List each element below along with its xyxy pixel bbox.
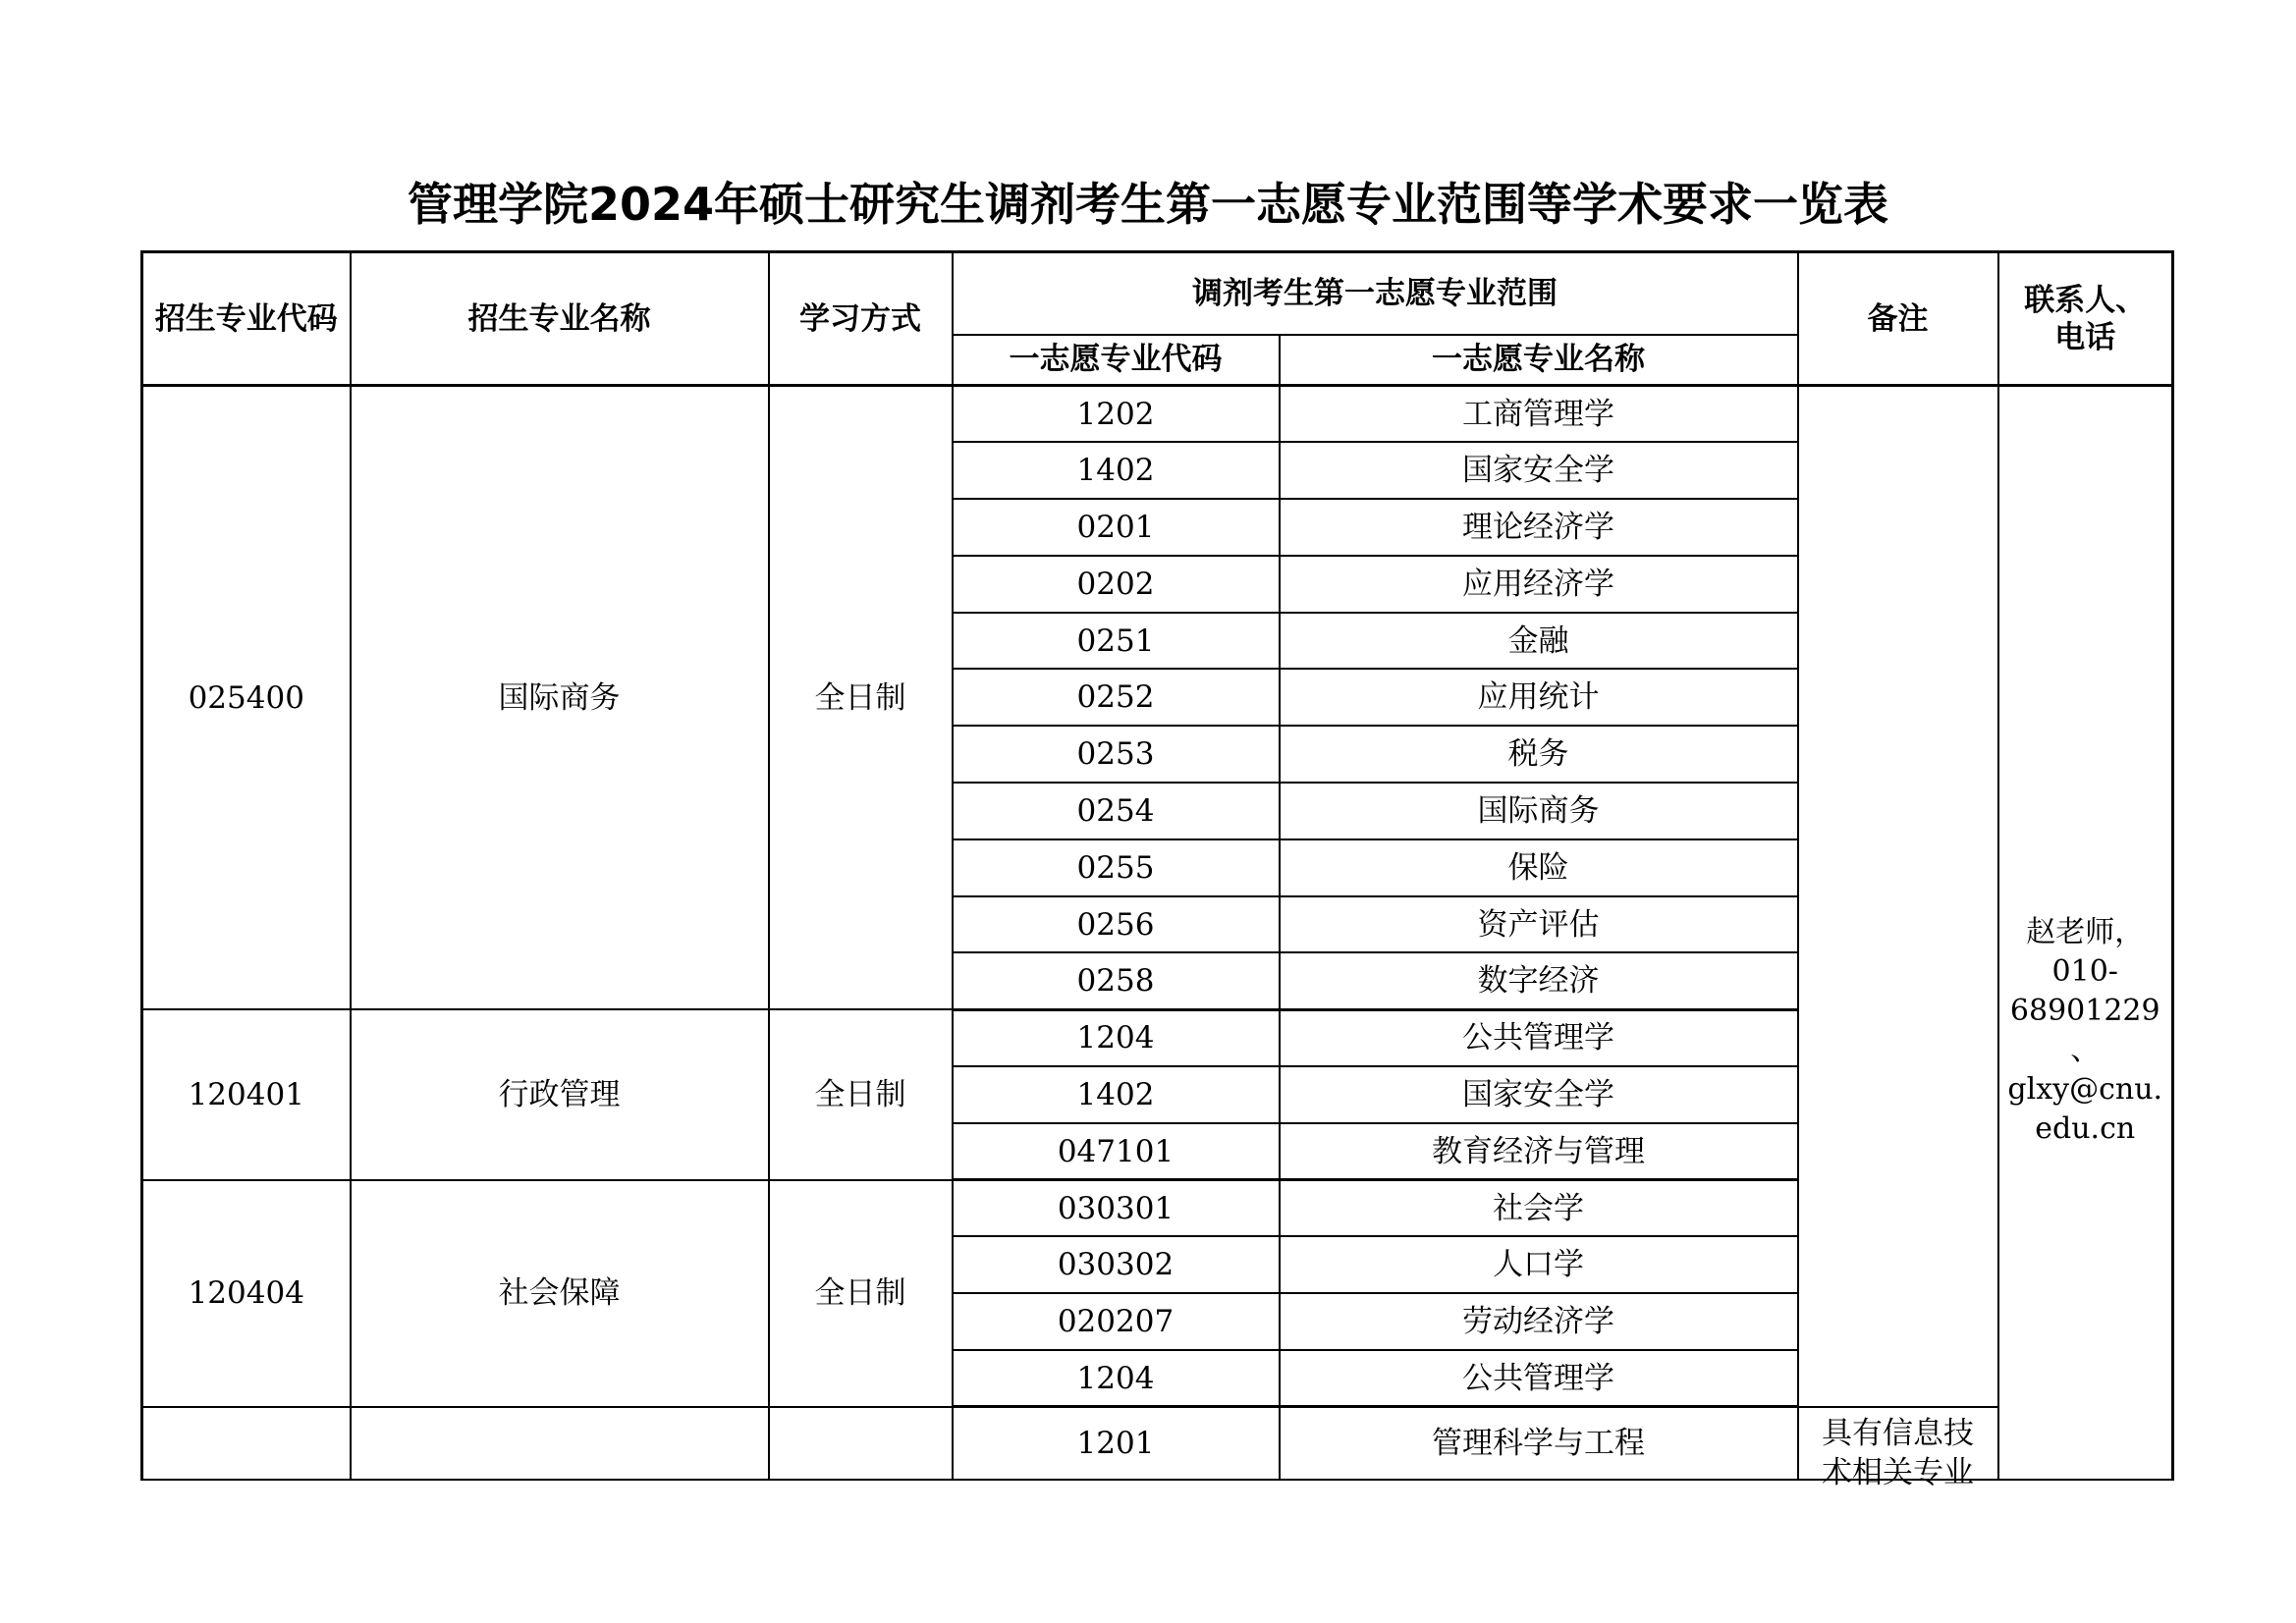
study-mode-cell: 全日制 bbox=[769, 386, 953, 1010]
first-choice-name-cell: 税务 bbox=[1280, 726, 1798, 783]
table-body bbox=[142, 386, 2173, 1490]
first-choice-code-cell: 1204 bbox=[953, 1009, 1280, 1066]
first-choice-name-cell: 应用统计 bbox=[1280, 669, 1798, 726]
major-code-cell: 025400 bbox=[142, 386, 351, 1010]
contact-line: 010- bbox=[2051, 953, 2118, 989]
contact-line: 、 bbox=[2070, 1032, 2101, 1067]
major-name-cell: 行政管理 bbox=[351, 1009, 769, 1179]
first-choice-code-cell: 1402 bbox=[953, 1066, 1280, 1123]
first-choice-name-cell: 公共管理学 bbox=[1280, 1350, 1798, 1407]
remarks-cell-empty bbox=[1798, 386, 1998, 1407]
first-choice-name-cell: 社会学 bbox=[1280, 1180, 1798, 1237]
table-row bbox=[142, 1407, 2173, 1480]
first-choice-code-cell: 030302 bbox=[953, 1236, 1280, 1293]
contact-cell bbox=[1998, 386, 2173, 1480]
first-choice-code-cell: 0253 bbox=[953, 726, 1280, 783]
requirements-table bbox=[140, 250, 2174, 1490]
first-choice-name-cell: 管理科学与工程 bbox=[1280, 1407, 1798, 1480]
study-mode-cell bbox=[769, 1407, 953, 1480]
study-mode-cell: 全日制 bbox=[769, 1009, 953, 1179]
first-choice-name-cell: 工商管理学 bbox=[1280, 386, 1798, 443]
first-choice-code-cell: 0255 bbox=[953, 839, 1280, 896]
first-choice-name-cell: 应用经济学 bbox=[1280, 556, 1798, 613]
first-choice-name-cell: 人口学 bbox=[1280, 1236, 1798, 1293]
header-first-choice-code: 一志愿专业代码 bbox=[953, 335, 1280, 386]
first-choice-name-cell: 保险 bbox=[1280, 839, 1798, 896]
first-choice-code-cell: 047101 bbox=[953, 1123, 1280, 1180]
first-choice-code-cell: 0252 bbox=[953, 669, 1280, 726]
first-choice-code-cell: 0251 bbox=[953, 613, 1280, 670]
first-choice-code-cell: 0258 bbox=[953, 952, 1280, 1009]
study-mode-cell: 全日制 bbox=[769, 1180, 953, 1407]
header-contact bbox=[1998, 252, 2173, 386]
first-choice-code-cell: 1204 bbox=[953, 1350, 1280, 1407]
major-code-cell: 120401 bbox=[142, 1009, 351, 1179]
major-name-cell: 社会保障 bbox=[351, 1180, 769, 1407]
first-choice-code-cell: 1202 bbox=[953, 386, 1280, 443]
first-choice-name-cell: 资产评估 bbox=[1280, 896, 1798, 953]
first-choice-name-cell: 劳动经济学 bbox=[1280, 1293, 1798, 1350]
header-study-mode: 学习方式 bbox=[769, 252, 953, 386]
contact-line: glxy@cnu. bbox=[2007, 1071, 2163, 1107]
contact-line: edu.cn bbox=[2035, 1110, 2136, 1146]
document-title: 管理学院2024年硕士研究生调剂考生第一志愿专业范围等学术要求一览表 bbox=[407, 178, 1889, 231]
major-name-cell: 国际商务 bbox=[351, 386, 769, 1010]
header-contact-text: 联系人、电话 bbox=[2024, 282, 2147, 355]
first-choice-name-cell: 理论经济学 bbox=[1280, 499, 1798, 556]
first-choice-code-cell: 1201 bbox=[953, 1407, 1280, 1480]
header-major-code: 招生专业代码 bbox=[142, 252, 351, 386]
major-code-cell bbox=[142, 1407, 351, 1480]
first-choice-code-cell: 0201 bbox=[953, 499, 1280, 556]
requirements-table-container bbox=[140, 250, 2171, 1490]
header-remarks: 备注 bbox=[1798, 252, 1998, 386]
first-choice-name-cell: 金融 bbox=[1280, 613, 1798, 670]
first-choice-name-cell: 国家安全学 bbox=[1280, 1066, 1798, 1123]
header-first-choice-range: 调剂考生第一志愿专业范围 bbox=[953, 252, 1798, 335]
first-choice-name-cell: 公共管理学 bbox=[1280, 1009, 1798, 1066]
first-choice-code-cell: 030301 bbox=[953, 1180, 1280, 1237]
contact-line: 68901229 bbox=[2009, 993, 2160, 1028]
first-choice-code-cell: 0254 bbox=[953, 783, 1280, 839]
first-choice-name-cell: 数字经济 bbox=[1280, 952, 1798, 1009]
first-choice-code-cell: 020207 bbox=[953, 1293, 1280, 1350]
remarks-text: 具有信息技术相关专业 bbox=[1822, 1415, 1974, 1490]
first-choice-code-cell: 1402 bbox=[953, 442, 1280, 499]
contact-line: 赵老师， bbox=[2026, 914, 2145, 949]
first-choice-name-cell: 教育经济与管理 bbox=[1280, 1123, 1798, 1180]
table-row bbox=[142, 386, 2173, 443]
first-choice-name-cell: 国际商务 bbox=[1280, 783, 1798, 839]
header-major-name: 招生专业名称 bbox=[351, 252, 769, 386]
remarks-cell bbox=[1798, 1407, 1998, 1490]
major-code-cell: 120404 bbox=[142, 1180, 351, 1407]
major-name-cell bbox=[351, 1407, 769, 1480]
first-choice-code-cell: 0256 bbox=[953, 896, 1280, 953]
first-choice-name-cell: 国家安全学 bbox=[1280, 442, 1798, 499]
header-first-choice-name: 一志愿专业名称 bbox=[1280, 335, 1798, 386]
first-choice-code-cell: 0202 bbox=[953, 556, 1280, 613]
